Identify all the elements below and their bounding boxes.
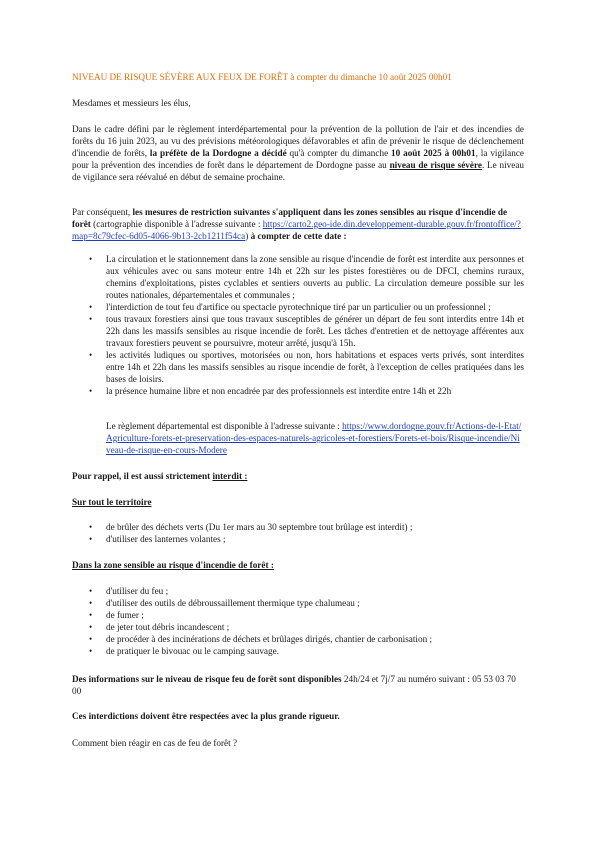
- rappel-text: Pour rappel, il est aussi strictement: [72, 471, 213, 481]
- restrictions-list: [72, 253, 524, 397]
- intro-text-4: . Le niveau de vigilance sera réévalué en début de semaine prochaine.: [72, 160, 525, 182]
- list-item: • l'interdiction de tout feu d'artifice ou spectacle pyrotechnique tiré par un particulier ou un professionnel ;: [72, 301, 524, 313]
- list-item: • tous travaux forestiers ainsi que tous travaux susceptibles de générer un départ de feu sont interdits entre 14h et 22h dans les massifs sensibles au risque incendie de forêt. Les tâches d'entretien et de nettoyage afférentes aux travaux forestiers peuvent se poursuivre, moteur arrêté, jusqu'à 15h.: [72, 313, 524, 349]
- list-item: • d'utiliser des lanternes volantes ;: [72, 533, 524, 545]
- measures-bold-2: à compter de cette date :: [250, 231, 347, 241]
- intro-paragraph: [72, 123, 524, 183]
- infos-paragraph: [72, 673, 524, 697]
- infos-phone-text: 24h/24 et 7j/7 au numéro suivant : 05 53 03 70 00: [72, 674, 516, 696]
- intro-bold-date: 10 août 2025 à 00h01: [391, 148, 476, 158]
- measures-paragraph: [72, 206, 524, 242]
- territoire-heading: Sur tout le territoire: [72, 497, 152, 507]
- reglement-paragraph: [106, 420, 524, 456]
- list-item: • de fumer ;: [72, 609, 524, 621]
- zone-heading: Dans la zone sensible au risque d'incendie de forêt :: [72, 560, 274, 570]
- list-item: • la présence humaine libre et non encadrée par des professionnels est interdite entre 14h et 22h: [72, 385, 524, 397]
- list-item: • de procéder à des incinérations de déchets et brûlages dirigés, chantier de carbonisation ;: [72, 633, 524, 645]
- rappel-paragraph: [72, 470, 524, 482]
- list-item: • de brûler des déchets verts (Du 1er mars au 30 septembre tout brûlage est interdit) ;: [72, 521, 524, 533]
- question-paragraph: Comment bien réagir en cas de feu de forêt ?: [72, 738, 238, 748]
- rigueur-paragraph: Ces interdictions doivent être respectées avec la plus grande rigueur.: [72, 711, 340, 721]
- infos-bold: Des informations sur le niveau de risque feu de forêt sont disponibles: [72, 674, 342, 684]
- intro-text-1: Dans le cadre défini par le règlement interdépartemental pour la prévention de la pollution de l'air et des incendies de forêts du 16 juin 2023, au vu des prévisions météorologiques défavorables et afin de prévenir le risque de déclenchement d'incendie de forêts,: [72, 124, 524, 158]
- measures-text-2: (cartographie disponible à l'adresse suivante :: [90, 219, 263, 229]
- rappel-interdit: interdit :: [212, 471, 248, 481]
- page-title: NIVEAU DE RISQUE SÉVÈRE AUX FEUX DE FORÊT à compter du dimanche 10 août 2025 00h01: [72, 72, 452, 82]
- intro-bold-decision: la préfète de la Dordogne a décidé: [149, 148, 287, 158]
- territoire-list: [72, 521, 524, 545]
- list-item: • La circulation et le stationnement dans la zone sensible au risque d'incendie de forêt est interdite aux personnes et aux véhicules avec ou sans moteur entre 14h et 22h sur les pistes forestières ou de DFCI, chemins ruraux, chemins d'exploitations, pistes cyclables et sentiers ouverts au public. La circulation demeure possible sur les routes nationales, départementales et communales ;: [72, 253, 524, 301]
- intro-text-3: , la vigilance pour la prévention des incendies de forêt dans le département de Dordogne passe au: [72, 148, 524, 170]
- intro-bold-level: niveau de risque sévère: [389, 160, 482, 170]
- measures-text-1: Par conséquent,: [72, 207, 133, 217]
- carto-link[interactable]: https://carto2.geo-ide.din.developpement-durable.gouv.fr/frontoffice/?map=8c79cfec-6d05-4066-9b13-2cb1211f54ca: [72, 219, 521, 241]
- zone-list: [72, 585, 524, 657]
- greeting: Mesdames et messieurs les élus,: [72, 98, 191, 108]
- reglement-text: Le règlement départemental est disponible à l'adresse suivante :: [106, 421, 343, 431]
- measures-bold-1: les mesures de restriction suivantes s'appliquent dans les zones sensibles au risque d'incendie de forêt: [72, 207, 508, 229]
- list-item: • d'utiliser des outils de débroussaillement thermique type chalumeau ;: [72, 597, 524, 609]
- list-item: • de jeter tout débris incandescent ;: [72, 621, 524, 633]
- list-item: • d'utiliser du feu ;: [72, 585, 524, 597]
- reglement-link[interactable]: https://www.dordogne.gouv.fr/Actions-de-l-Etat/Agriculture-forets-et-preservation-des-espaces-naturels-agricoles-et-forestiers/Forets-et-bois/Risque-incendie/Niveau-de-risque-en-cours-Modere: [106, 421, 522, 455]
- list-item: • de pratiquer le bivouac ou le camping sauvage.: [72, 645, 524, 657]
- measures-text-3: ): [245, 231, 251, 241]
- intro-text-2: qu'à compter du dimanche: [286, 148, 392, 158]
- list-item: • les activités ludiques ou sportives, motorisées ou non, hors habitations et espaces verts privés, sont interdites entre 14h et 22h dans les massifs sensibles au risque incendie de forêt, à l'exception de celles pratiquées dans les bases de loisirs.: [72, 349, 524, 385]
